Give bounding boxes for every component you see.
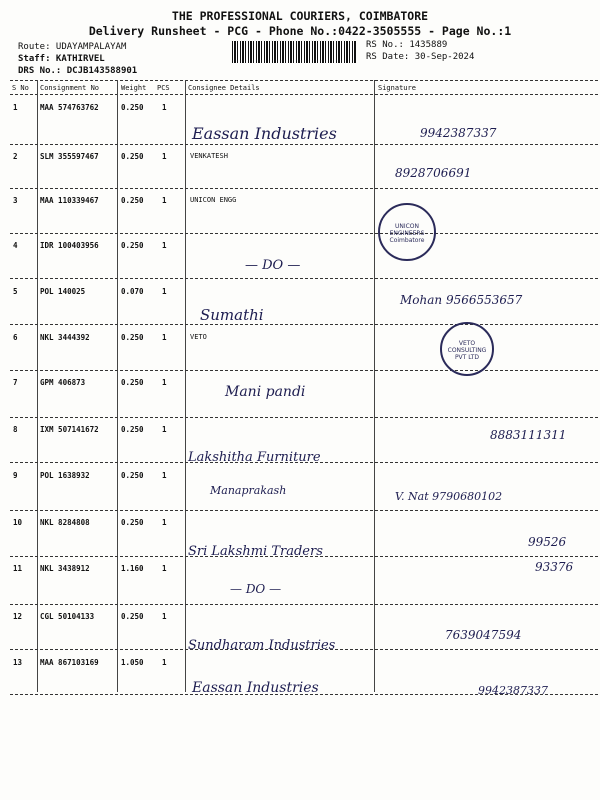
handwritten-signature: 9942387337 [420,126,497,140]
row-sno: 5 [13,287,18,296]
row-divider [10,144,598,145]
column-divider [374,80,375,692]
printed-consignee: UNICON ENGG [190,196,237,204]
col-header-consignment: Consignment No [40,84,100,92]
row-pcs: 1 [162,241,167,250]
row-sno: 3 [13,196,18,205]
col-header-signature: Signature [378,84,416,92]
row-consignment-no: NKL 3438912 [40,564,90,573]
row-weight: 0.250 [121,152,144,161]
handwritten-signature: 93376 [535,560,574,574]
column-divider [117,80,118,692]
stamp-text: UNICON ENGINEERS Coimbatore [389,223,425,244]
row-consignment-no: MAA 867103169 [40,658,99,667]
row-divider [10,417,598,418]
row-consignment-no: POL 140025 [40,287,86,296]
handwritten-consignee: — DO — [230,582,282,596]
row-weight: 0.250 [121,425,144,434]
row-pcs: 1 [162,471,167,480]
row-divider [10,556,598,557]
row-pcs: 1 [162,564,167,573]
row-divider [10,694,598,695]
row-weight: 0.250 [121,333,144,342]
row-sno: 11 [13,564,23,573]
handwritten-signature: Mohan 9566553657 [400,293,523,307]
row-consignment-no: IXM 507141672 [40,425,99,434]
row-sno: 7 [13,378,18,387]
rs-date: RS Date: 30-Sep-2024 [366,52,475,62]
row-divider [10,370,598,371]
row-weight: 0.250 [121,241,144,250]
row-consignment-no: NKL 8284808 [40,518,90,527]
handwritten-signature: 8883111311 [490,428,567,442]
row-pcs: 1 [162,518,167,527]
row-divider [10,233,598,234]
header-rule-top [10,80,598,81]
row-consignment-no: IDR 100403956 [40,241,99,250]
row-consignment-no: POL 1638932 [40,471,90,480]
route-label: Route: UDAYAMPALAYAM [18,42,127,52]
handwritten-consignee: Sumathi [200,306,264,324]
staff-label: Staff: KATHIRVEL [18,54,105,64]
company-title: THE PROFESSIONAL COURIERS, COIMBATORE [171,9,429,23]
handwritten-consignee: — DO — [245,258,301,273]
handwritten-signature: 9942387337 [478,684,548,697]
col-header-consignee: Consignee Details [188,84,260,92]
col-header-sno: S No [12,84,29,92]
handwritten-consignee: Sri Lakshmi Traders [188,544,323,559]
row-weight: 0.250 [121,378,144,387]
row-pcs: 1 [162,287,167,296]
row-pcs: 1 [162,196,167,205]
row-divider [10,324,598,325]
row-divider [10,278,598,279]
handwritten-consignee: Eassan Industries [192,124,337,143]
handwritten-consignee: Sundharam Industries [188,638,336,653]
row-sno: 1 [13,103,18,112]
row-sno: 8 [13,425,18,434]
row-pcs: 1 [162,333,167,342]
row-consignment-no: CGL 50104133 [40,612,95,621]
row-sno: 10 [13,518,23,527]
barcode [232,41,356,63]
col-header-weight: Weight [121,84,147,92]
printed-consignee: VETO [190,333,207,341]
column-divider [37,80,38,692]
handwritten-consignee: Lakshitha Furniture [188,450,321,465]
row-weight: 1.050 [121,658,144,667]
company-stamp [378,203,436,261]
row-pcs: 1 [162,612,167,621]
row-weight: 0.070 [121,287,144,296]
stamp-text: VETO CONSULTING PVT LTD [447,340,487,361]
handwritten-signature: 99526 [528,535,567,549]
row-sno: 9 [13,471,18,480]
handwritten-signature: V. Nat 9790680102 [395,490,503,503]
row-sno: 4 [13,241,18,250]
row-divider [10,510,598,511]
row-weight: 0.250 [121,103,144,112]
row-divider [10,649,598,650]
handwritten-signature: 7639047594 [445,628,522,642]
column-divider [185,80,186,692]
runsheet-subtitle: Delivery Runsheet - PCG - Phone No.:0422-3505555 - Page No.:1 [88,24,512,38]
header-rule-bottom [10,94,598,95]
row-divider [10,604,598,605]
handwritten-consignee: Eassan Industries [192,680,319,696]
row-pcs: 1 [162,152,167,161]
row-pcs: 1 [162,658,167,667]
row-consignment-no: NKL 3444392 [40,333,90,342]
row-sno: 13 [13,658,23,667]
row-weight: 0.250 [121,612,144,621]
row-consignment-no: MAA 110339467 [40,196,99,205]
row-weight: 0.250 [121,196,144,205]
row-divider [10,462,598,463]
handwritten-consignee: Mani pandi [225,384,306,400]
row-consignment-no: SLM 355597467 [40,152,99,161]
rs-number: RS No.: 1435889 [366,40,448,50]
row-sno: 2 [13,152,18,161]
row-weight: 1.160 [121,564,144,573]
row-sno: 6 [13,333,18,342]
handwritten-signature: 8928706691 [395,166,472,180]
row-pcs: 1 [162,378,167,387]
handwritten-consignee: Manaprakash [210,484,287,497]
row-weight: 0.250 [121,471,144,480]
row-divider [10,188,598,189]
printed-consignee: VENKATESH [190,152,228,160]
row-consignment-no: GPM 406873 [40,378,86,387]
col-header-pcs: PCS [157,84,170,92]
drs-number: DRS No.: DCJB143588901 [18,66,138,76]
row-pcs: 1 [162,425,167,434]
row-weight: 0.250 [121,518,144,527]
row-consignment-no: MAA 574763762 [40,103,99,112]
row-sno: 12 [13,612,23,621]
company-stamp [440,322,494,376]
row-pcs: 1 [162,103,167,112]
